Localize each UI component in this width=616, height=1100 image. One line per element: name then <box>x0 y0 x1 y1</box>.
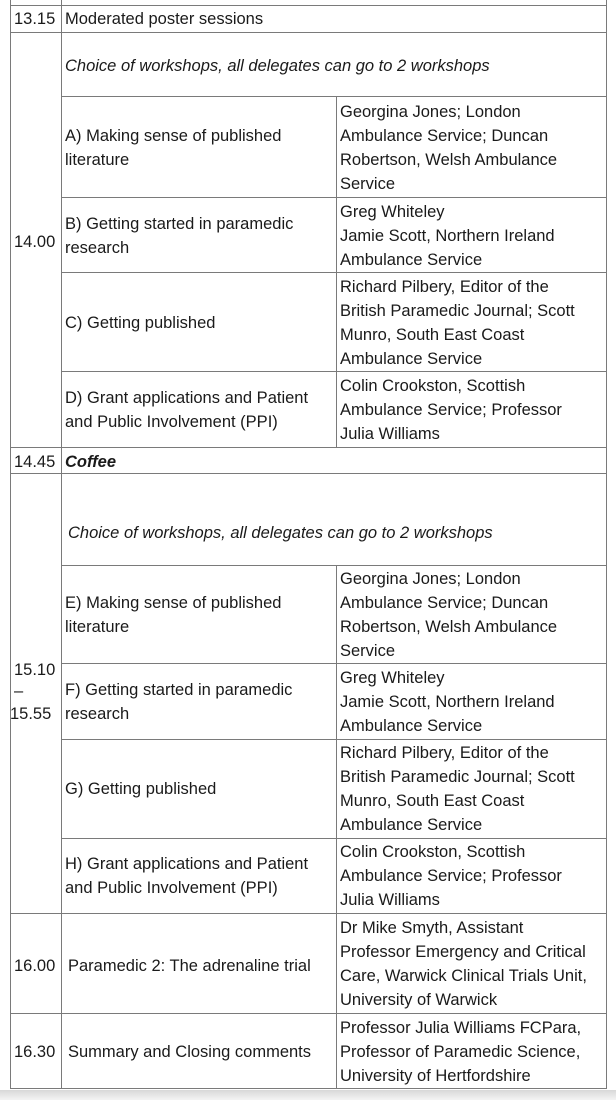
workshop-speakers: Colin Crookston, Scottish <box>340 843 526 861</box>
row-line <box>10 32 607 33</box>
row-line <box>61 197 607 198</box>
workshop-title: D) Grant applications and Patient <box>65 389 309 407</box>
session-time: 13.15 <box>14 10 56 28</box>
workshop-note: Choice of workshops, all delegates can go to 2 workshops <box>68 524 493 542</box>
workshop-speakers: Ambulance Service <box>340 350 483 368</box>
workshop-title: G) Getting published <box>65 780 217 798</box>
session-time-dash: – <box>14 682 24 700</box>
workshop-speakers: British Paramedic Journal; Scott <box>340 302 575 320</box>
session-time: 16.00 <box>14 957 56 975</box>
table-border-left <box>10 0 11 1089</box>
workshop-note: Choice of workshops, all delegates can go to 2 workshops <box>65 57 490 75</box>
session-title: Coffee <box>65 453 117 471</box>
workshop-speakers: Ambulance Service; Professor <box>340 401 562 419</box>
workshop-title: A) Making sense of published <box>65 127 282 145</box>
session-speakers: Care, Warwick Clinical Trials Unit, <box>340 967 587 985</box>
session-title: Paramedic 2: The adrenaline trial <box>68 957 311 975</box>
session-title: Moderated poster sessions <box>65 10 264 28</box>
workshop-speakers: Greg Whiteley <box>340 669 445 687</box>
workshop-speakers: Colin Crookston, Scottish <box>340 377 526 395</box>
workshop-speakers: Ambulance Service <box>340 717 483 735</box>
workshop-title: research <box>65 705 130 723</box>
workshop-speakers: Jamie Scott, Northern Ireland <box>340 693 555 711</box>
page-bottom-shadow <box>0 1090 616 1100</box>
workshop-speakers: Ambulance Service <box>340 251 483 269</box>
workshop-speakers: Ambulance Service; Duncan <box>340 594 549 612</box>
workshop-title: E) Making sense of published <box>65 594 282 612</box>
row-line <box>61 739 607 740</box>
workshop-title: literature <box>65 618 130 636</box>
workshop-speakers: Service <box>340 642 396 660</box>
workshop-speakers: Georgina Jones; London <box>340 103 521 121</box>
workshop-title: H) Grant applications and Patient <box>65 855 309 873</box>
session-speakers: Professor of Paramedic Science, <box>340 1043 581 1061</box>
session-time: 14.00 <box>14 233 56 251</box>
speaker-column-divider-4 <box>336 913 337 1089</box>
workshop-speakers: Munro, South East Coast <box>340 326 525 344</box>
time-column-divider <box>61 0 62 1089</box>
session-speakers: University of Hertfordshire <box>340 1067 531 1085</box>
workshop-title: literature <box>65 151 130 169</box>
session-speakers: Professor Julia Williams FCPara, <box>340 1019 582 1037</box>
workshop-speakers: Jamie Scott, Northern Ireland <box>340 227 555 245</box>
session-speakers: Dr Mike Smyth, Assistant <box>340 919 524 937</box>
row-line <box>10 1088 607 1089</box>
workshop-speakers: British Paramedic Journal; Scott <box>340 768 575 786</box>
workshop-title: F) Getting started in paramedic <box>65 681 293 699</box>
session-time: 14.45 <box>14 453 56 471</box>
workshop-speakers: Julia Williams <box>340 425 440 443</box>
workshop-speakers: Greg Whiteley <box>340 203 445 221</box>
workshop-speakers: Service <box>340 175 396 193</box>
workshop-speakers: Ambulance Service; Duncan <box>340 127 549 145</box>
row-line <box>10 5 607 6</box>
session-speakers: Professor Emergency and Critical <box>340 943 586 961</box>
session-time-end: 15.55 <box>10 705 52 723</box>
workshop-speakers: Ambulance Service; Professor <box>340 867 562 885</box>
session-title: Summary and Closing comments <box>68 1043 312 1061</box>
workshop-speakers: Robertson, Welsh Ambulance <box>340 151 558 169</box>
workshop-speakers: Georgina Jones; London <box>340 570 521 588</box>
table-border-right <box>606 0 607 1089</box>
row-line <box>61 96 607 97</box>
session-time-start: 15.10 <box>14 661 56 679</box>
workshop-title: B) Getting started in paramedic <box>65 215 294 233</box>
row-line <box>61 272 607 273</box>
workshop-speakers: Richard Pilbery, Editor of the <box>340 744 549 762</box>
workshop-speakers: Munro, South East Coast <box>340 792 525 810</box>
row-line <box>10 913 607 914</box>
workshop-title: and Public Involvement (PPI) <box>65 879 278 897</box>
workshop-speakers: Richard Pilbery, Editor of the <box>340 278 549 296</box>
row-line <box>10 1013 607 1014</box>
workshop-title: research <box>65 239 130 257</box>
workshop-speakers: Robertson, Welsh Ambulance <box>340 618 558 636</box>
row-line <box>61 371 607 372</box>
workshop-title: and Public Involvement (PPI) <box>65 413 278 431</box>
workshop-title: C) Getting published <box>65 314 216 332</box>
row-line <box>61 838 607 839</box>
workshop-speakers: Ambulance Service <box>340 816 483 834</box>
session-time: 16.30 <box>14 1043 56 1061</box>
row-line <box>10 447 607 448</box>
session-speakers: University of Warwick <box>340 991 498 1009</box>
workshop-speakers: Julia Williams <box>340 891 440 909</box>
row-line <box>61 565 607 566</box>
row-line <box>61 663 607 664</box>
